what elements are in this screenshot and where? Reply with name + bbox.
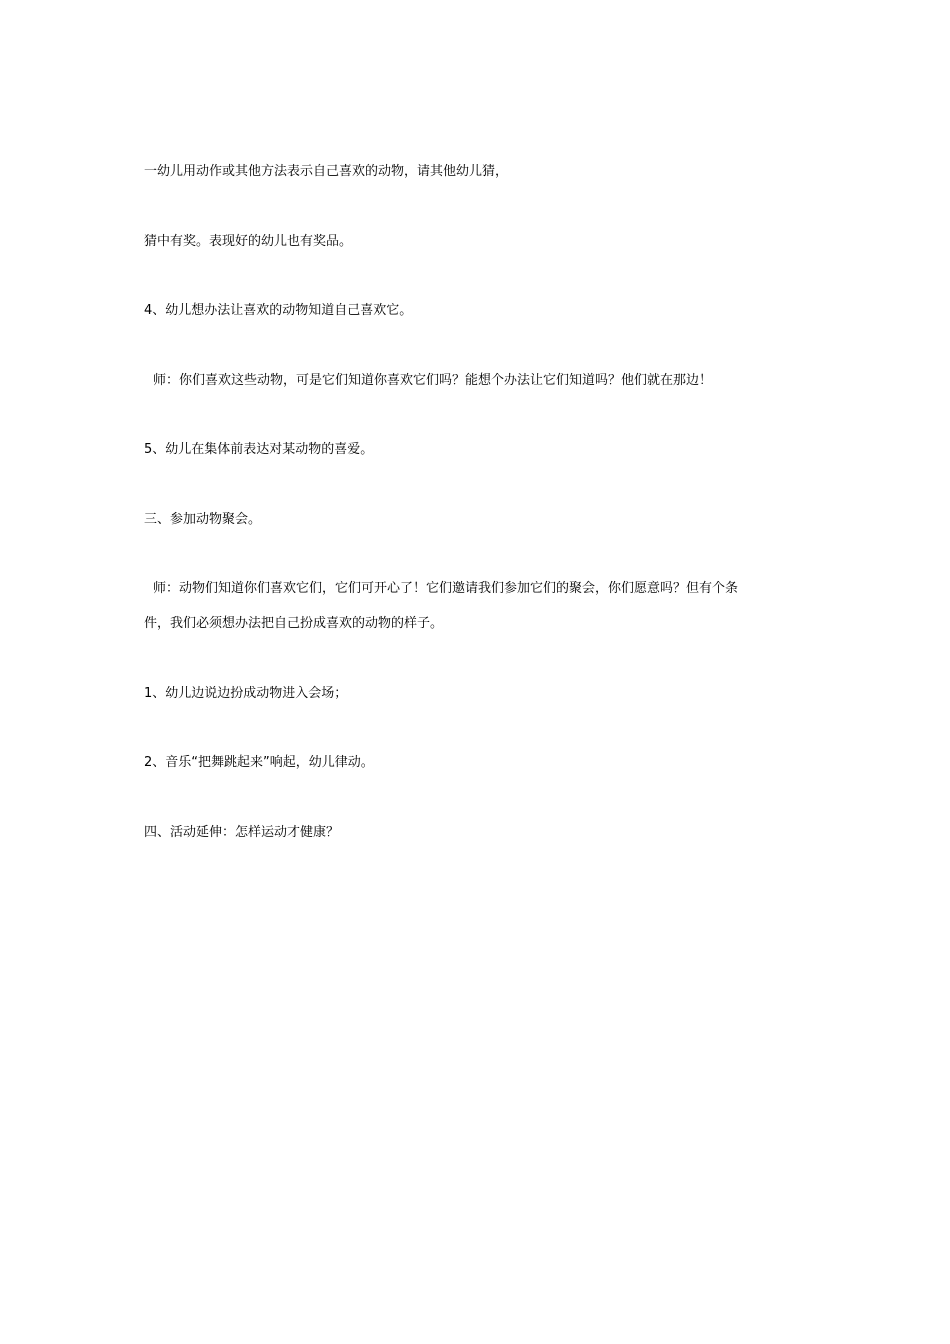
list-item: 4、幼儿想办法让喜欢的动物知道自己喜欢它。: [144, 303, 413, 318]
section-heading: 四、活动延伸：怎样运动才健康？: [144, 825, 340, 840]
teacher-dialogue: 师：动物们知道你们喜欢它们，它们可开心了！它们邀请我们参加它们的聚会，你们愿意吗？但有个条: [153, 581, 739, 596]
paragraph-line: 件，我们必须想办法把自己扮成喜欢的动物的样子。: [144, 616, 444, 631]
list-item: 1、幼儿边说边扮成动物进入会场；: [144, 686, 348, 701]
section-heading: 三、参加动物聚会。: [144, 512, 262, 527]
paragraph-line: 一幼儿用动作或其他方法表示自己喜欢的动物，请其他幼儿猜，: [144, 164, 509, 179]
list-item: 2、音乐“把舞跳起来”响起，幼儿律动。: [144, 755, 374, 770]
paragraph-line: 猜中有奖。表现好的幼儿也有奖品。: [144, 234, 353, 249]
list-item: 5、幼儿在集体前表达对某动物的喜爱。: [144, 442, 374, 457]
teacher-dialogue: 师：你们喜欢这些动物，可是它们知道你喜欢它们吗？能想个办法让它们知道吗？他们就在那边！: [153, 373, 713, 388]
